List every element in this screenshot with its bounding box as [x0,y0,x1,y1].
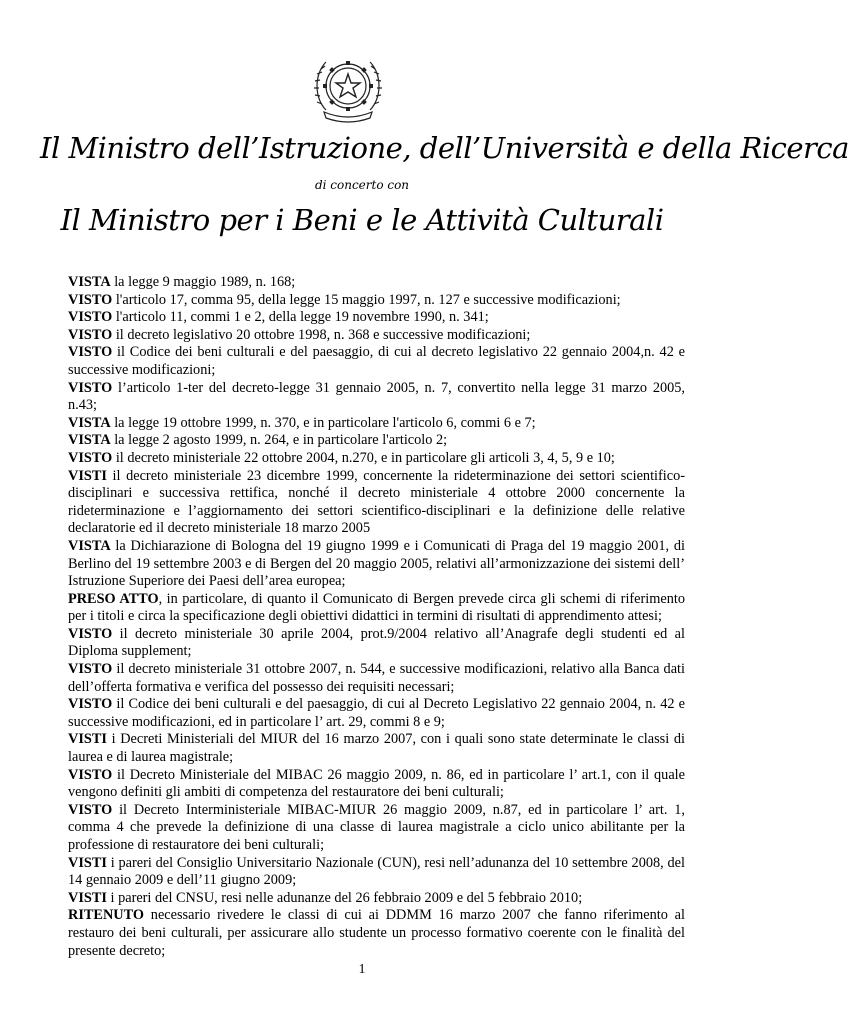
minister-title-culture: Il Ministro per i Beni e le Attività Culturali [60,203,664,237]
clause-paragraph [68,327,685,345]
clause-keyword: VISTA [68,414,111,431]
clause-text: il decreto ministeriale 22 ottobre 2004, n.270, e in particolare gli articoli 3, 4, 5, 9 e 10; [112,449,615,466]
clause-text: il decreto ministeriale 31 ottobre 2007, n. 544, e successive modificazioni, relativo alla Banca dati dell’offerta formativa e verifica del possesso dei requisiti necessari; [68,661,685,695]
clause-keyword: VISTO [68,766,113,783]
clause-keyword: VISTO [68,625,113,642]
clause-keyword: VISTO [68,309,113,326]
decree-preamble [68,274,685,960]
clause-text: il decreto legislativo 20 ottobre 1998, n. 368 e successive modificazioni; [112,326,531,343]
clause-keyword: VISTA [68,274,111,290]
clause-text: la legge 19 ottobre 1999, n. 370, e in particolare l'articolo 6, commi 6 e 7; [110,414,536,431]
clause-paragraph [68,855,685,890]
clause-paragraph [68,696,685,731]
clause-keyword: RITENUTO [68,907,145,924]
clause-paragraph [68,731,685,766]
clause-text: il Decreto Ministeriale del MIBAC 26 maggio 2009, n. 86, ed in particolare l’ art.1, con il quale vengono definiti gli ambiti di competenza del restauratore dei beni culturali; [68,766,685,801]
page-number: 1 [358,962,366,977]
clause-keyword: VISTO [68,344,113,361]
clause-text: il Decreto Interministeriale MIBAC-MIUR 26 maggio 2009, n.87, ed in particolare l’ art. 1, comma 4 che prevede la definizione di una classe di laurea magistrale a ciclo unico abilitante per la professione di restauratore dei beni culturali; [68,801,685,853]
clause-paragraph [68,380,685,415]
clause-keyword: VISTI [68,731,107,748]
clause-keyword: VISTO [68,696,113,713]
clause-text: il decreto ministeriale 30 aprile 2004, prot.9/2004 relativo all’Anagrafe degli studenti ed al Diploma supplement; [68,625,685,660]
concert-subtitle: di concerto con [314,178,410,192]
clause-keyword: VISTA [68,537,111,554]
clause-paragraph [68,626,685,661]
clause-paragraph [68,661,685,696]
clause-text: i pareri del Consiglio Universitario Nazionale (CUN), resi nell’adunanza del 10 settembre 2008, del 14 gennaio 2009 e dell’11 giugno 2009; [68,854,685,889]
clause-text: il Codice dei beni culturali e del paesaggio, di cui al decreto legislativo 22 gennaio 2004,n. 42 e successive modificazioni; [68,344,685,378]
clause-paragraph [68,450,685,468]
clause-paragraph [68,890,685,908]
clause-keyword: VISTI [68,854,107,871]
clause-keyword: VISTO [68,801,113,818]
clause-text: l'articolo 11, commi 1 e 2, della legge 19 novembre 1990, n. 341; [112,309,489,326]
clause-paragraph [68,274,685,292]
clause-text: l’articolo 1-ter del decreto-legge 31 gennaio 2005, n. 7, convertito nella legge 31 marzo 2005, n.43; [68,379,685,414]
clause-text: la Dichiarazione di Bologna del 19 giugno 1999 e i Comunicati di Praga del 19 maggio 2001, di Berlino del 19 settembre 2003 e di Bergen del 20 maggio 2005, relativi all’armonizzazione dei sistemi dell’ Istruzione Superiore dei Paesi dell’area europea; [68,537,685,590]
clause-paragraph [68,309,685,327]
clause-keyword: VISTO [68,661,113,678]
clause-paragraph [68,468,685,538]
clause-keyword: VISTO [68,326,113,343]
clause-text: la legge 2 agosto 1999, n. 264, e in particolare l'articolo 2; [110,432,448,449]
minister-title: Il Ministro dell’Istruzione, dell’Università e della Ricerca [40,131,849,165]
clause-keyword: VISTO [68,379,113,396]
clause-text: la legge 9 maggio 1989, n. 168; [110,274,296,290]
clause-paragraph [68,292,685,310]
clause-paragraph [68,344,685,379]
clause-text: il Codice dei beni culturali e del paesaggio, di cui al Decreto Legislativo 22 gennaio 2004, n. 42 e successive modificazioni, ed in particolare l’ art. 29, commi 8 e 9; [68,696,685,730]
clause-paragraph [68,767,685,802]
clause-paragraph [68,538,685,591]
clause-paragraph [68,802,685,855]
clause-text: i pareri del CNSU, resi nelle adunanze del 26 febbraio 2009 e del 5 febbraio 2010; [106,889,583,906]
clause-paragraph [68,415,685,433]
clause-text: , in particolare, di quanto il Comunicato di Bergen prevede circa gli schemi di riferimento per i titoli e circa la specificazione degli obiettivi didattici in termini di risultati di apprendimento attesi; [68,590,685,625]
clause-text: i Decreti Ministeriali del MIUR del 16 marzo 2007, con i quali sono state determinate le classi di laurea e di laurea magistrale; [68,731,685,766]
italian-republic-emblem-icon [308,48,388,128]
clause-keyword: VISTI [68,467,107,484]
clause-text: il decreto ministeriale 23 dicembre 1999, concernente la rideterminazione dei settori scientifico-disciplinari e successiva rettifica, nonché il decreto ministeriale 4 ottobre 2000 concernente la rideterminazione e l’aggiornamento dei settori scientifico-disciplinari e la definizione delle relative declaratorie ed il decreto ministeriale 18 marzo 2005 [68,467,685,537]
clause-keyword: VISTO [68,449,113,466]
clause-keyword: VISTI [68,889,107,906]
clause-keyword: VISTA [68,432,111,449]
clause-text: necessario rivedere le classi di cui ai DDMM 16 marzo 2007 che fanno riferimento al restauro dei beni culturali, per assicurare allo studente un processo formativo coerente con le finalità del presente decreto; [68,907,685,959]
clause-paragraph [68,907,685,960]
clause-text: l'articolo 17, comma 95, della legge 15 maggio 1997, n. 127 e successive modificazioni; [112,291,621,308]
clause-paragraph [68,591,685,626]
clause-keyword: VISTO [68,291,113,308]
clause-keyword: PRESO ATTO [68,590,159,607]
clause-paragraph [68,432,685,450]
